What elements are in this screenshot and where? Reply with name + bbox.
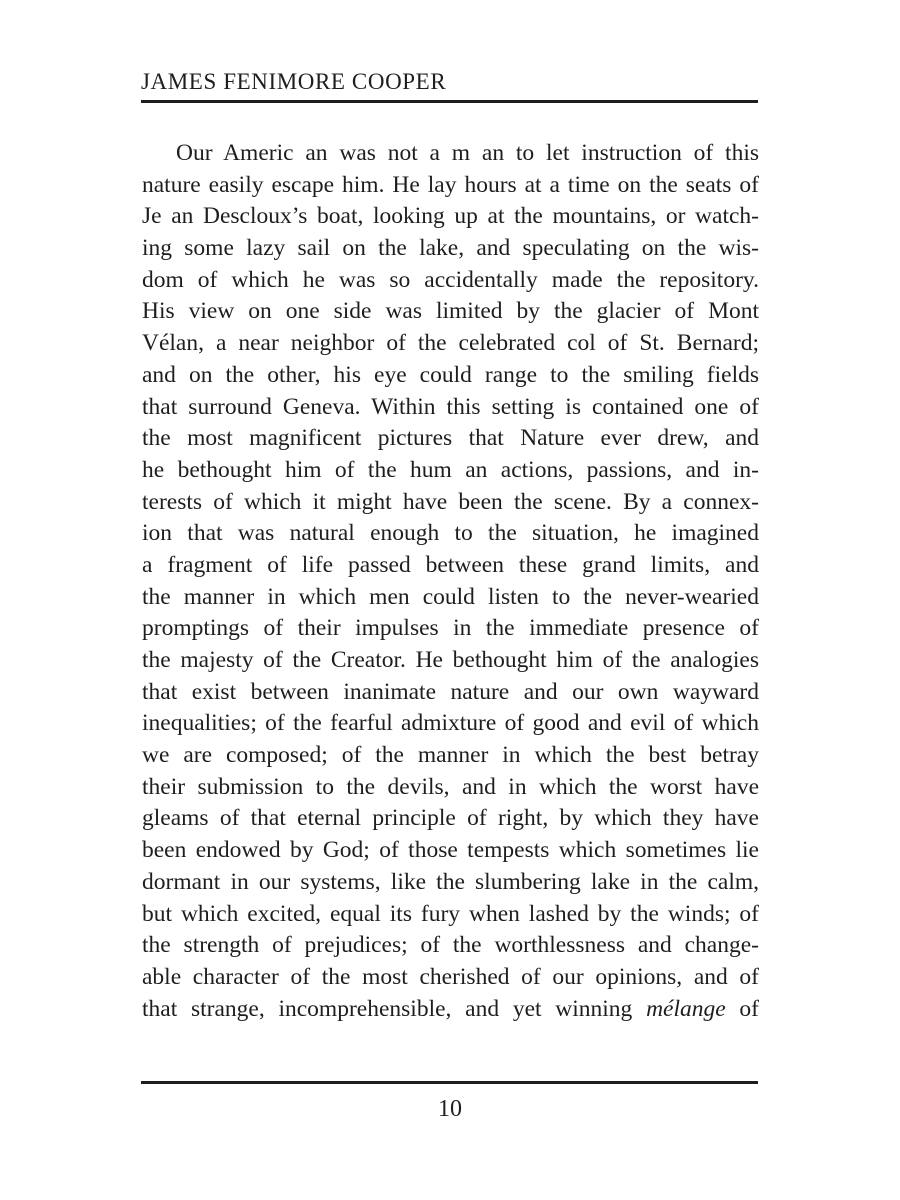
text-line: the most magnificent pictures that Nature ever drew, and [142, 425, 759, 452]
text-line: that surround Geneva. Within this setting is contained one of [142, 393, 759, 420]
header-rule [141, 100, 758, 103]
text-line-last [142, 994, 759, 1026]
text-line: been endowed by God; of those tempests which sometimes lie [142, 837, 759, 864]
text-line: but which excited, equal its fury when lashed by the winds; of [142, 900, 759, 927]
text-line: Vélan, a near neighbor of the celebrated col of St. Bernard; [142, 330, 759, 357]
text-line: His view on one side was limited by the glacier of Mont [142, 298, 759, 325]
text-line: nature easily escape him. He lay hours at a time on the seats of [142, 171, 759, 198]
text-segment: that strange, incomprehensible, and yet winning [142, 995, 647, 1022]
running-head: JAMES FENIMORE COOPER [141, 69, 447, 94]
text-line: the manner in which men could listen to the never-wearied [142, 583, 759, 610]
text-line: and on the other, his eye could range to the smiling fields [142, 361, 759, 388]
body-paragraph [142, 138, 759, 1025]
italic-word: mélange [646, 995, 726, 1022]
text-line: dormant in our systems, like the slumbering lake in the calm, [142, 868, 759, 895]
text-line: that exist between inanimate nature and our own wayward [142, 678, 759, 705]
text-line: the strength of prejudices; of the worthlessness and change- [142, 932, 759, 959]
text-line: Je an Descloux’s boat, looking up at the mountains, or watch- [142, 203, 759, 230]
text-line: the majesty of the Creator. He bethought him of the analogies [142, 647, 759, 673]
text-line: a fragment of life passed between these grand limits, and [142, 551, 759, 578]
text-line: ion that was natural enough to the situation, he imagined [142, 520, 759, 547]
text-line: terests of which it might have been the scene. By a connex- [142, 488, 759, 515]
text-line: inequalities; of the fearful admixture of good and evil of which [142, 710, 759, 737]
page-number: 10 [438, 1096, 462, 1122]
text-line: able character of the most cherished of our opinions, and of [142, 963, 759, 990]
text-line: ing some lazy sail on the lake, and speculating on the wis- [142, 235, 759, 262]
footer-rule [141, 1081, 758, 1084]
text-line: we are composed; of the manner in which the best betray [142, 742, 759, 769]
text-line: Our Americ an was not a m an to let instruction of this [176, 140, 759, 166]
text-segment: of [725, 995, 760, 1022]
text-line: dom of which he was so accidentally made the repository. [142, 266, 759, 293]
text-line: promptings of their impulses in the immediate presence of [142, 615, 759, 642]
text-line: he bethought him of the hum an actions, passions, and in- [142, 456, 759, 483]
text-line: their submission to the devils, and in which the worst have [142, 773, 759, 800]
text-line: gleams of that eternal principle of right, by which they have [142, 805, 759, 832]
